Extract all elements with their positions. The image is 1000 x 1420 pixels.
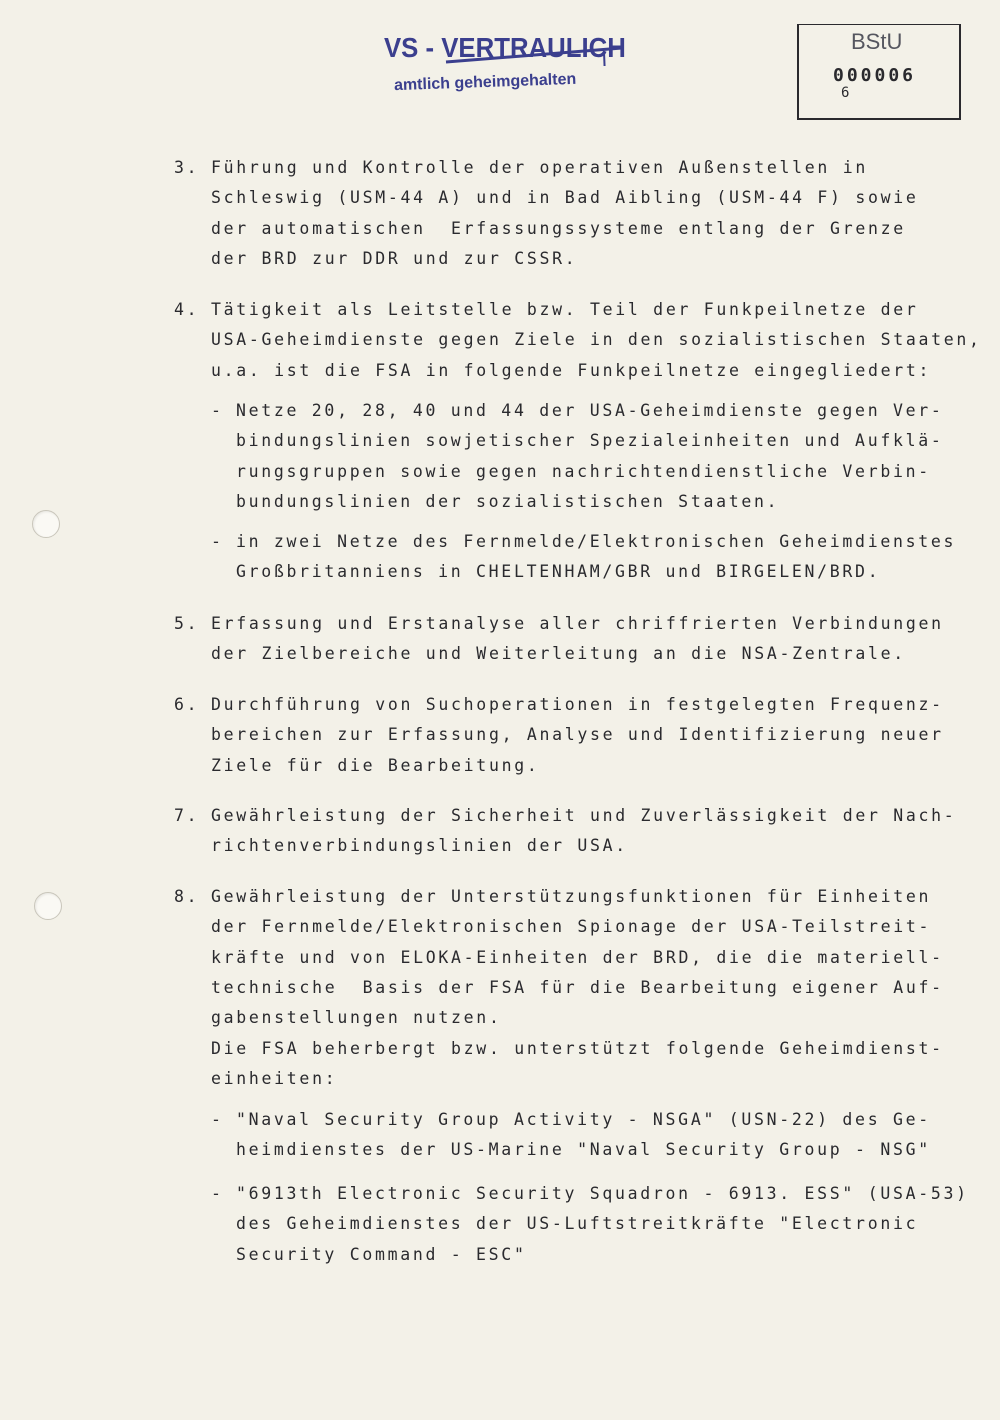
item-number: 4. bbox=[174, 300, 200, 319]
bullet-dash: - bbox=[211, 1184, 224, 1203]
item-line: einheiten: bbox=[211, 1068, 338, 1088]
stamp-strike-line bbox=[444, 42, 624, 66]
item-line: der Fernmelde/Elektronischen Spionage der USA-Teilstreit- bbox=[211, 917, 932, 937]
item-line: Erfassung und Erstanalyse aller chriffrierten Verbindungen bbox=[211, 614, 944, 633]
bullet-line: Security Command - ESC" bbox=[236, 1244, 527, 1264]
item-number: 5. bbox=[174, 614, 200, 633]
bullet-line: heimdienstes der US-Marine "Naval Security Group - NSG" bbox=[236, 1140, 931, 1160]
item-line: kräfte und von ELOKA-Einheiten der BRD, die die materiell- bbox=[211, 947, 944, 967]
item-number: 6. bbox=[174, 695, 200, 714]
bullet-line: in zwei Netze des Fernmelde/Elektronischen Geheimdienstes bbox=[236, 532, 957, 551]
punch-hole-lower bbox=[34, 892, 62, 920]
item-line: Die FSA beherbergt bzw. unterstützt folgende Geheimdienst- bbox=[211, 1038, 944, 1058]
item-line: der Zielbereiche und Weiterleitung an die NSA-Zentrale. bbox=[211, 644, 906, 664]
item-line: richtenverbindungslinien der USA. bbox=[211, 836, 628, 856]
bullet-dash: - bbox=[211, 1110, 224, 1129]
item-line: bereichen zur Erfassung, Analyse und Identifizierung neuer bbox=[211, 725, 944, 745]
item-line: Ziele für die Bearbeitung. bbox=[211, 755, 540, 775]
item-line: Gewährleistung der Sicherheit und Zuverlässigkeit der Nach- bbox=[211, 806, 957, 825]
archive-number: 000006 bbox=[833, 65, 917, 86]
bullet-line: bindungslinien sowjetischer Spezialeinheiten und Aufklä- bbox=[236, 431, 944, 451]
item-line: Durchführung von Suchoperationen in festgelegten Frequenz- bbox=[211, 695, 944, 714]
stamp-classification: VS - VERTRAULICH bbox=[384, 32, 626, 63]
item-line: der automatischen Erfassungssysteme entlang der Grenze bbox=[211, 218, 906, 238]
item-line: Tätigkeit als Leitstelle bzw. Teil der Funkpeilnetze der bbox=[211, 300, 919, 319]
item-line: Schleswig (USM-44 A) und in Bad Aibling (USM-44 F) sowie bbox=[211, 188, 919, 208]
bullet-line: "6913th Electronic Security Squadron - 6913. ESS" (USA-53) bbox=[236, 1184, 969, 1203]
bullet-line: "Naval Security Group Activity - NSGA" (USN-22) des Ge- bbox=[236, 1110, 931, 1129]
bullet-line: Großbritanniens in CHELTENHAM/GBR und BIRGELEN/BRD. bbox=[236, 562, 881, 582]
punch-hole-upper bbox=[32, 510, 60, 538]
item-number: 3. bbox=[174, 158, 200, 177]
item-number: 7. bbox=[174, 806, 200, 825]
item-line: Führung und Kontrolle der operativen Außenstellen in bbox=[211, 158, 868, 177]
archive-box bbox=[797, 24, 961, 120]
archive-label: BStU bbox=[851, 29, 903, 54]
item-line: USA-Geheimdienste gegen Ziele in den sozialistischen Staaten, bbox=[211, 330, 982, 350]
bullet-line: Netze 20, 28, 40 und 44 der USA-Geheimdienste gegen Ver- bbox=[236, 401, 944, 420]
bullet-dash: - bbox=[211, 401, 224, 420]
bullet-line: bundungslinien der sozialistischen Staaten. bbox=[236, 491, 780, 511]
stamp-handling: amtlich geheimgehalten bbox=[393, 70, 577, 95]
item-number: 8. bbox=[174, 887, 200, 906]
bullet-dash: - bbox=[211, 532, 224, 551]
bullet-line: rungsgruppen sowie gegen nachrichtendienstliche Verbin- bbox=[236, 461, 931, 481]
item-line: Gewährleistung der Unterstützungsfunktionen für Einheiten bbox=[211, 887, 932, 906]
bullet-line: des Geheimdienstes der US-Luftstreitkräfte "Electronic bbox=[236, 1214, 919, 1234]
item-line: u.a. ist die FSA in folgende Funkpeilnetze eingegliedert: bbox=[211, 360, 932, 380]
archive-page: 6 bbox=[841, 85, 850, 101]
item-line: technische Basis der FSA für die Bearbeitung eigener Auf- bbox=[211, 977, 944, 997]
classification-stamp bbox=[384, 28, 634, 118]
item-line: gabenstellungen nutzen. bbox=[211, 1008, 502, 1028]
item-line: der BRD zur DDR und zur CSSR. bbox=[211, 248, 578, 268]
